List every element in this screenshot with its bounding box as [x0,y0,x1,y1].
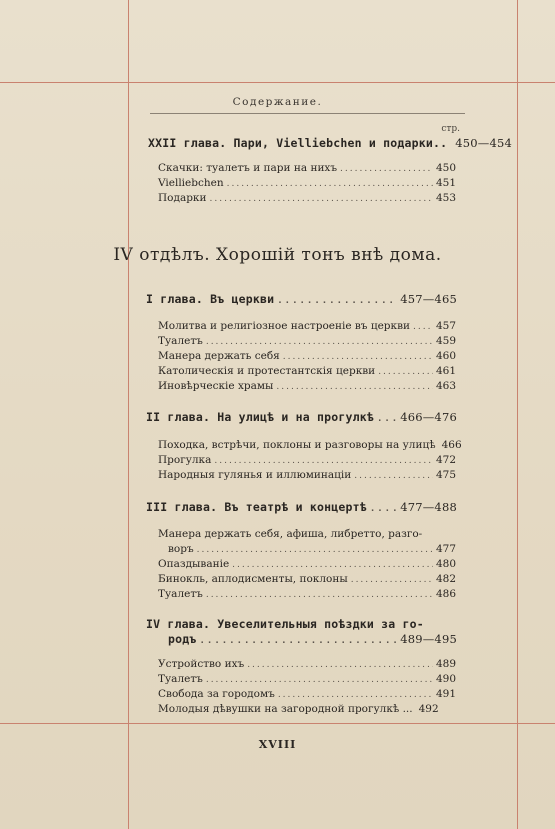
margin-rule-bottom [0,723,555,724]
page-column-label: стр. [441,124,460,134]
chapter-pages: 477—488 [400,500,457,514]
toc-chapter-4[interactable] [146,617,457,631]
toc-entry[interactable]: Иновѣрческіе храмы ..... 463 [158,380,456,392]
header-rule [150,113,465,114]
toc-entry[interactable]: Молодыя дѣвушки на загородной прогулкѣ ... 492 [158,703,439,715]
toc-chapter-22[interactable] [148,136,513,150]
chapter-title: IV глава. Увеселительныя поѣздки за го- [146,617,424,631]
chapter-title: II глава. На улицѣ и на прогулкѣ [146,410,374,424]
toc-entry[interactable]: Vielliebchen ..... 451 [158,177,456,189]
chapter-pages: 457—465 [400,292,457,306]
toc-entry[interactable]: Туалетъ ..... 486 [158,588,456,600]
toc-entry[interactable]: Опаздываніе ..... 480 [158,558,456,570]
toc-chapter-4-cont[interactable]: родъ ..... 489—495 [168,632,457,646]
section-heading: IV отдѣлъ. Хорошій тонъ внѣ дома. [113,245,442,265]
running-header: Содержание. [232,96,323,108]
toc-chapter-1[interactable] [146,292,457,306]
toc-entry[interactable]: Молитва и религіозное настроеніе въ церкви ..... 457 [158,320,456,332]
toc-chapter-2[interactable] [146,410,457,424]
toc-entry[interactable]: Туалетъ ..... 490 [158,673,456,685]
toc-entry[interactable]: Бинокль, аплодисменты, поклоны ..... 482 [158,573,456,585]
toc-entry[interactable]: Туалетъ ..... 459 [158,335,456,347]
toc-entry[interactable]: Подарки ..... 453 [158,192,456,204]
toc-entry[interactable]: Прогулка ..... 472 [158,454,456,466]
toc-entry[interactable]: воръ ..... 477 [168,543,456,555]
toc-entry[interactable]: Манера держать себя, афиша, либретто, разго- [158,528,423,540]
chapter-title: III глава. Въ театрѣ и концертѣ [146,500,367,514]
chapter-title: XXII глава. Пари, Vielliebchen и подарки.. [148,136,448,150]
page-number: XVIII [258,738,297,751]
toc-entry[interactable]: Устройство ихъ ..... 489 [158,658,456,670]
margin-rule-left [128,0,129,829]
toc-entry[interactable]: Католическія и протестантскія церкви ..... 461 [158,365,456,377]
toc-entry[interactable]: Походка, встрѣчи, поклоны и разговоры на улицѣ 466 [158,439,462,451]
chapter-pages: 466—476 [400,410,457,424]
chapter-pages: 450—454 [455,136,513,150]
toc-entry[interactable]: Скачки: туалетъ и пари на нихъ ..... 450 [158,162,456,174]
toc-entry[interactable]: Манера держать себя ..... 460 [158,350,456,362]
toc-entry[interactable]: Свобода за городомъ ..... 491 [158,688,456,700]
toc-entry[interactable]: Народныя гулянья и иллюминаціи ..... 475 [158,469,456,481]
toc-chapter-3[interactable] [146,500,457,514]
margin-rule-right [517,0,518,829]
margin-rule-top [0,82,555,83]
chapter-title: I глава. Въ церкви [146,292,275,306]
chapter-pages: 489—495 [400,632,457,646]
